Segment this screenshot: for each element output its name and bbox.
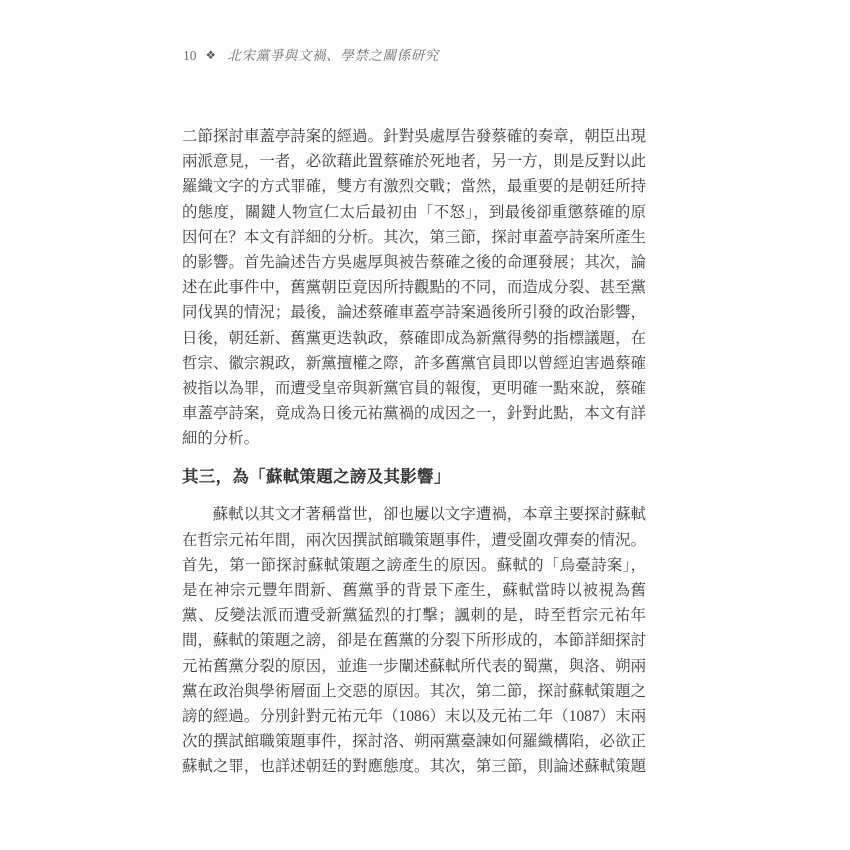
text-line: 哲宗、徽宗親政，新黨擅權之際，許多舊黨官員即以曾經迫害過蔡確 xyxy=(182,354,646,372)
text-line: 兩派意見，一者，必欲藉此置蔡確於死地者，另一方，則是反對以此 xyxy=(182,153,646,171)
text-line: 首先，第一節探討蘇軾策題之謗產生的原因。蘇軾的「烏臺詩案」， xyxy=(182,556,646,574)
text-line: 元祐舊黨分裂的原因，並進一步闡述蘇軾所代表的蜀黨，與洛、朔兩 xyxy=(182,657,646,675)
text-line: 被指以為罪，而遭受皇帝與新黨官員的報復，更明確一點來說，蔡確 xyxy=(182,379,646,397)
page-number: 10 xyxy=(183,48,197,63)
text-line: 蘇軾之罪，也詳述朝廷的對應態度。其次，第三節，則論述蘇軾策題 xyxy=(182,758,646,776)
paragraph-section-intro xyxy=(182,502,646,779)
text-line: 謗的經過。分別針對元祐元年（1086）末以及元祐二年（1087）末兩 xyxy=(182,707,646,725)
running-book-title: 北宋黨爭與文禍、學禁之關係研究 xyxy=(227,48,439,63)
text-line: 細的分析。 xyxy=(182,430,259,448)
text-line: 次的撰試館職策題事件，探討洛、朔兩黨臺諫如何羅織構陷，必欲正 xyxy=(182,733,646,751)
section-heading: 其三，為「蘇軾策題之謗及其影響」 xyxy=(182,468,451,487)
text-line: 羅織文字的方式罪確，雙方有激烈交戰；當然，最重要的是朝廷所持 xyxy=(182,178,646,196)
text-line: 在哲宗元祐年間，兩次因撰試館職策題事件，遭受圍攻彈奏的情況。 xyxy=(182,531,646,549)
text-line: 黨、反變法派而遭受新黨猛烈的打擊；諷刺的是，時至哲宗元祐年 xyxy=(182,607,646,625)
text-line: 間，蘇軾的策題之謗，卻是在舊黨的分裂下所形成的，本節詳細探討 xyxy=(182,632,646,650)
text-line: 是在神宗元豐年間新、舊黨爭的背景下產生，蘇軾當時以被視為舊 xyxy=(182,582,646,599)
text-line: 黨在政治與學術層面上交惡的原因。其次，第二節，探討蘇軾策題之 xyxy=(182,682,646,700)
text-line: 的影響。首先論述告方吳處厚與被告蔡確之後的命運發展；其次，論 xyxy=(182,253,646,271)
text-line: 日後，朝廷新、舊黨更迭執政，蔡確即成為新黨得勢的指標議題，在 xyxy=(182,329,646,347)
text-line: 車蓋亭詩案，竟成為日後元祐黨禍的成因之一，針對此點，本文有詳 xyxy=(182,405,646,423)
paragraph-continuation xyxy=(182,124,646,451)
diamond-ornament-icon: ❖ xyxy=(205,50,217,62)
text-line: 因何在？本文有詳細的分析。其次，第三節，探討車蓋亭詩案所產生 xyxy=(182,228,646,246)
text-line: 同伐異的情況；最後，論述蔡確車蓋亭詩案過後所引發的政治影響， xyxy=(182,304,646,322)
text-line: 二節探討車蓋亭詩案的經過。針對吳處厚告發蔡確的奏章，朝臣出現 xyxy=(182,128,646,145)
running-header xyxy=(183,47,439,66)
text-line: 的態度，關鍵人物宣仁太后最初由「不怒」，到最後卻重懲蔡確的原 xyxy=(182,203,646,221)
page-content xyxy=(182,124,646,780)
text-line: 述在此事件中，舊黨朝臣竟因所持觀點的不同，而造成分裂、甚至黨 xyxy=(182,279,646,297)
text-line: 蘇軾以其文才著稱當世，卻也屢以文字遭禍，本章主要探討蘇軾 xyxy=(212,506,646,524)
